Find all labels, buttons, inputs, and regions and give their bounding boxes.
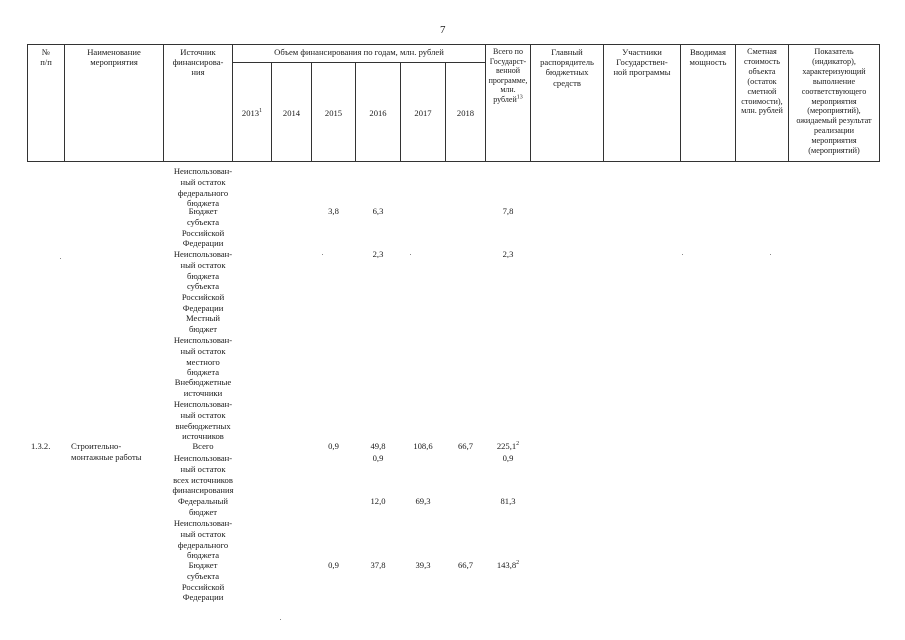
source-cell: Федеральный бюджет — [177, 496, 229, 517]
source-cell: Неиспользован- ный остаток всех источников финансирования — [172, 453, 234, 496]
header-capacity: Вводимая мощность — [689, 47, 727, 68]
header-total: Всего по Государст- венной программе, млн. рублей$^{13}$ — [488, 47, 528, 104]
year-2014: 2014 — [282, 108, 301, 118]
value-cell: 0,9 — [328, 441, 339, 451]
header-manager: Главный распорядитель бюджетных средств — [540, 47, 594, 88]
source-cell: Местный бюджет — [185, 313, 221, 334]
value-cell: 6,3 — [372, 206, 384, 216]
source-cell: Внебюджетные источники — [174, 377, 232, 398]
value-cell: 37,8 — [370, 560, 386, 570]
source-cell: Неиспользован- ный остаток бюджета субъекта Российской Федерации — [173, 249, 233, 313]
source-cell: Бюджет субъекта Российской Федерации — [181, 206, 225, 249]
header-volume: Объем финансирования по годам, млн. рублей — [274, 47, 444, 57]
header-source: Источник финансирова- ния — [172, 47, 224, 78]
value-cell: 0,9 — [328, 560, 339, 570]
header-name: Наименование мероприятия — [87, 47, 141, 68]
scan-speck — [322, 254, 323, 255]
value-cell: 49,8 — [370, 441, 386, 451]
source-cell: Неиспользован- ный остаток внебюджетных источников — [173, 399, 233, 442]
item-id: 1.3.2. — [31, 441, 51, 451]
value-cell: 7,8 — [502, 206, 514, 216]
item-name: Строительно- монтажные работы — [71, 441, 142, 462]
value-cell: 143,8$^2$ — [496, 560, 520, 570]
source-cell: Неиспользован- ный остаток федерального бюджета — [173, 518, 233, 561]
header-estimate: Сметная стоимость объекта (остаток сметной стоимости), млн. рублей — [741, 47, 783, 116]
value-cell: 69,3 — [415, 496, 431, 506]
value-cell: 108,6 — [413, 441, 433, 451]
value-cell: 0,9 — [502, 453, 514, 463]
value-cell: 66,7 — [457, 441, 474, 451]
scan-speck — [60, 258, 61, 259]
value-cell: 66,7 — [457, 560, 474, 570]
value-cell: 12,0 — [370, 496, 386, 506]
value-cell: 225,1$^2$ — [496, 441, 520, 451]
page-number: 7 — [440, 24, 446, 36]
scan-speck — [280, 619, 281, 620]
value-cell: 81,3 — [500, 496, 516, 506]
scan-speck — [682, 254, 683, 255]
year-2016: 2016 — [369, 108, 387, 118]
value-cell: 2,3 — [502, 249, 514, 259]
source-cell: Бюджет субъекта Российской Федерации — [181, 560, 225, 603]
source-cell: Всего — [192, 441, 214, 451]
source-cell: Неиспользован- ный остаток федерального бюджета — [173, 166, 233, 209]
scan-speck — [770, 254, 771, 255]
source-cell: Неиспользован- ный остаток местного бюджета — [173, 335, 233, 378]
header-num: № п/п — [40, 47, 52, 68]
value-cell: 39,3 — [415, 560, 431, 570]
year-2018: 2018 — [456, 108, 475, 118]
value-cell: 0,9 — [372, 453, 384, 463]
header-indicator: Показатель (индикатор), характеризующий выполнение соответствующего мероприятия (мероприятий), ожидаемый результат реализации мероприятия (мероприятий) — [796, 47, 872, 156]
scan-speck — [410, 254, 411, 255]
year-2015: 2015 — [324, 108, 343, 118]
value-cell: 3,8 — [328, 206, 339, 216]
year-2017: 2017 — [414, 108, 432, 118]
year-2013: 2013$^1$ — [241, 108, 263, 118]
value-cell: 2,3 — [372, 249, 384, 259]
header-participants: Участники Государствен- ной программы — [613, 47, 671, 78]
